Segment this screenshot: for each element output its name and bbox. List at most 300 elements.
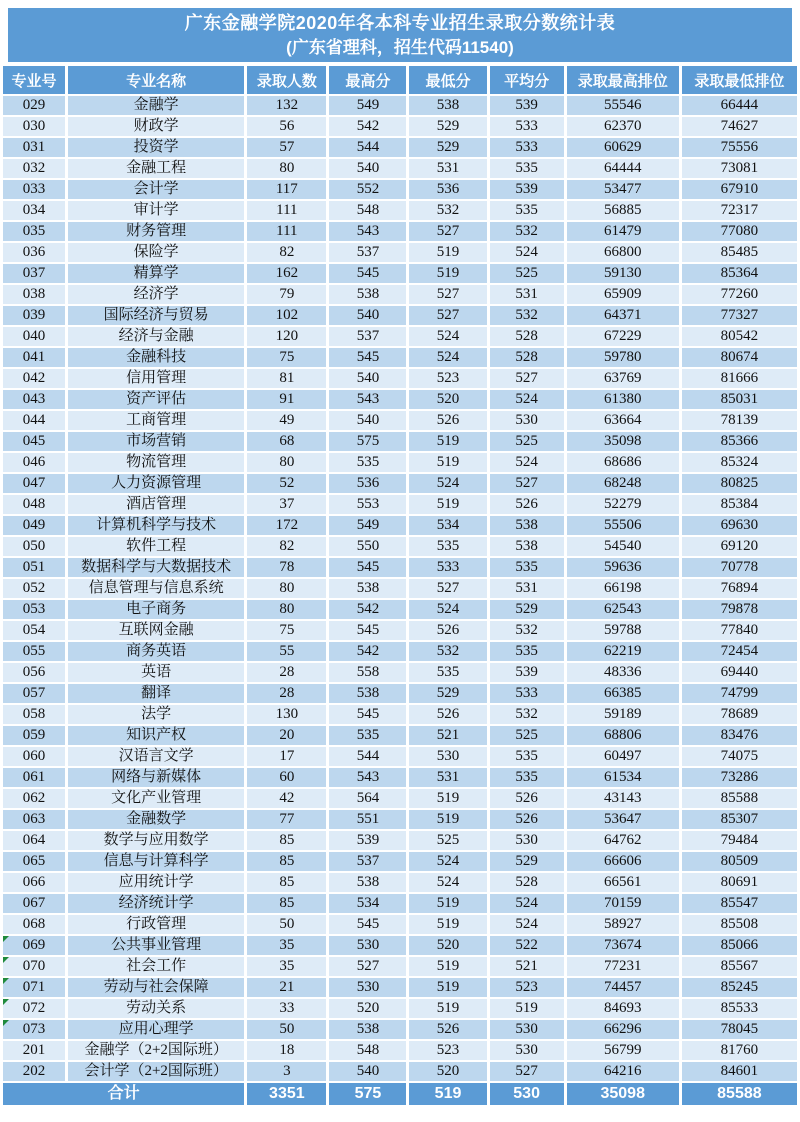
- cell-max-score: 538: [329, 873, 406, 892]
- cell-min-score: 529: [409, 138, 486, 157]
- table-row: [3, 789, 797, 808]
- cell-major-name: 信息与计算科学: [68, 852, 244, 871]
- cell-avg-score: 527: [490, 369, 564, 388]
- cell-min-score: 519: [409, 978, 486, 997]
- cell-avg-score: 532: [490, 705, 564, 724]
- cell-major-code: 051: [3, 558, 65, 577]
- table-row: [3, 432, 797, 451]
- cell-major-name: 国际经济与贸易: [68, 306, 244, 325]
- cell-admitted-count: 28: [247, 684, 326, 703]
- cell-lowest-rank: 85384: [682, 495, 797, 514]
- col-header-max-score: 最高分: [329, 66, 406, 94]
- cell-lowest-rank: 81666: [682, 369, 797, 388]
- cell-major-name: 行政管理: [68, 915, 244, 934]
- cell-admitted-count: 81: [247, 369, 326, 388]
- cell-admitted-count: 80: [247, 159, 326, 178]
- cell-highest-rank: 74457: [567, 978, 679, 997]
- cell-min-score: 531: [409, 768, 486, 787]
- cell-lowest-rank: 85547: [682, 894, 797, 913]
- cell-highest-rank: 59636: [567, 558, 679, 577]
- col-header-lowest-rank: 录取最低排位: [682, 66, 797, 94]
- cell-avg-score: 535: [490, 159, 564, 178]
- cell-admitted-count: 68: [247, 432, 326, 451]
- cell-major-code: 071: [3, 978, 65, 997]
- cell-highest-rank: 64216: [567, 1062, 679, 1081]
- cell-admitted-count: 82: [247, 243, 326, 262]
- table-row: [3, 873, 797, 892]
- cell-min-score: 536: [409, 180, 486, 199]
- cell-avg-score: 530: [490, 1020, 564, 1039]
- total-min-score: 519: [409, 1083, 486, 1105]
- cell-max-score: 537: [329, 852, 406, 871]
- table-row: [3, 264, 797, 283]
- cell-major-name: 金融科技: [68, 348, 244, 367]
- col-header-major-name: 专业名称: [68, 66, 244, 94]
- cell-avg-score: 524: [490, 390, 564, 409]
- cell-max-score: 543: [329, 390, 406, 409]
- cell-lowest-rank: 75556: [682, 138, 797, 157]
- col-header-avg-score: 平均分: [490, 66, 564, 94]
- cell-avg-score: 539: [490, 663, 564, 682]
- cell-lowest-rank: 77327: [682, 306, 797, 325]
- cell-lowest-rank: 85588: [682, 789, 797, 808]
- table-row: [3, 516, 797, 535]
- cell-major-name: 经济与金融: [68, 327, 244, 346]
- cell-avg-score: 531: [490, 579, 564, 598]
- table-row: [3, 348, 797, 367]
- cell-highest-rank: 58927: [567, 915, 679, 934]
- cell-lowest-rank: 80674: [682, 348, 797, 367]
- table-row: [3, 747, 797, 766]
- table-row: [3, 978, 797, 997]
- col-header-highest-rank: 录取最高排位: [567, 66, 679, 94]
- cell-lowest-rank: 74627: [682, 117, 797, 136]
- cell-lowest-rank: 67910: [682, 180, 797, 199]
- cell-major-code: 066: [3, 873, 65, 892]
- cell-admitted-count: 162: [247, 264, 326, 283]
- cell-min-score: 524: [409, 852, 486, 871]
- cell-highest-rank: 60629: [567, 138, 679, 157]
- cell-major-code: 055: [3, 642, 65, 661]
- cell-major-name: 网络与新媒体: [68, 768, 244, 787]
- total-avg-score: 530: [490, 1083, 564, 1105]
- cell-highest-rank: 53647: [567, 810, 679, 829]
- cell-major-name: 财政学: [68, 117, 244, 136]
- cell-admitted-count: 33: [247, 999, 326, 1018]
- cell-max-score: 549: [329, 516, 406, 535]
- cell-max-score: 548: [329, 1041, 406, 1060]
- cell-avg-score: 530: [490, 411, 564, 430]
- cell-avg-score: 535: [490, 642, 564, 661]
- cell-major-name: 信息管理与信息系统: [68, 579, 244, 598]
- table-row: [3, 201, 797, 220]
- cell-lowest-rank: 69120: [682, 537, 797, 556]
- cell-max-score: 575: [329, 432, 406, 451]
- cell-lowest-rank: 78045: [682, 1020, 797, 1039]
- cell-avg-score: 535: [490, 201, 564, 220]
- cell-min-score: 526: [409, 411, 486, 430]
- table-row: [3, 180, 797, 199]
- cell-avg-score: 535: [490, 768, 564, 787]
- cell-major-code: 038: [3, 285, 65, 304]
- cell-major-name: 英语: [68, 663, 244, 682]
- cell-avg-score: 533: [490, 117, 564, 136]
- cell-avg-score: 521: [490, 957, 564, 976]
- cell-avg-score: 524: [490, 453, 564, 472]
- table-row: [3, 537, 797, 556]
- cell-min-score: 524: [409, 873, 486, 892]
- cell-highest-rank: 56799: [567, 1041, 679, 1060]
- cell-min-score: 535: [409, 663, 486, 682]
- table-row: [3, 222, 797, 241]
- cell-major-code: 067: [3, 894, 65, 913]
- cell-max-score: 538: [329, 579, 406, 598]
- cell-lowest-rank: 77840: [682, 621, 797, 640]
- cell-highest-rank: 59130: [567, 264, 679, 283]
- cell-highest-rank: 64371: [567, 306, 679, 325]
- cell-admitted-count: 75: [247, 621, 326, 640]
- table-row: [3, 684, 797, 703]
- table-row: [3, 1062, 797, 1081]
- cell-avg-score: 532: [490, 306, 564, 325]
- cell-avg-score: 532: [490, 222, 564, 241]
- cell-max-score: 540: [329, 306, 406, 325]
- cell-highest-rank: 59780: [567, 348, 679, 367]
- cell-admitted-count: 50: [247, 1020, 326, 1039]
- cell-admitted-count: 49: [247, 411, 326, 430]
- cell-major-name: 金融学: [68, 96, 244, 115]
- cell-major-code: 049: [3, 516, 65, 535]
- cell-min-score: 532: [409, 642, 486, 661]
- cell-max-score: 520: [329, 999, 406, 1018]
- cell-major-code: 045: [3, 432, 65, 451]
- cell-highest-rank: 35098: [567, 432, 679, 451]
- cell-major-name: 会计学（2+2国际班）: [68, 1062, 244, 1081]
- cell-major-name: 金融工程: [68, 159, 244, 178]
- cell-max-score: 535: [329, 453, 406, 472]
- cell-max-score: 551: [329, 810, 406, 829]
- cell-major-code: 048: [3, 495, 65, 514]
- cell-min-score: 519: [409, 243, 486, 262]
- table-row: [3, 1041, 797, 1060]
- cell-lowest-rank: 78139: [682, 411, 797, 430]
- cell-major-name: 应用心理学: [68, 1020, 244, 1039]
- cell-major-code: 035: [3, 222, 65, 241]
- cell-max-score: 542: [329, 117, 406, 136]
- cell-admitted-count: 42: [247, 789, 326, 808]
- cell-lowest-rank: 85066: [682, 936, 797, 955]
- cell-major-code: 063: [3, 810, 65, 829]
- cell-major-name: 知识产权: [68, 726, 244, 745]
- cell-major-code: 047: [3, 474, 65, 493]
- cell-min-score: 519: [409, 495, 486, 514]
- cell-lowest-rank: 79878: [682, 600, 797, 619]
- table-row: [3, 96, 797, 115]
- cell-admitted-count: 57: [247, 138, 326, 157]
- cell-major-name: 金融数学: [68, 810, 244, 829]
- cell-max-score: 550: [329, 537, 406, 556]
- cell-lowest-rank: 85366: [682, 432, 797, 451]
- cell-max-score: 527: [329, 957, 406, 976]
- cell-major-code: 053: [3, 600, 65, 619]
- cell-admitted-count: 111: [247, 222, 326, 241]
- cell-admitted-count: 80: [247, 579, 326, 598]
- cell-major-code: 052: [3, 579, 65, 598]
- cell-major-name: 投资学: [68, 138, 244, 157]
- table-row: [3, 999, 797, 1018]
- cell-highest-rank: 68248: [567, 474, 679, 493]
- table-row: [3, 915, 797, 934]
- cell-min-score: 527: [409, 285, 486, 304]
- cell-max-score: 539: [329, 831, 406, 850]
- table-row: [3, 810, 797, 829]
- cell-min-score: 538: [409, 96, 486, 115]
- table-title-panel: [8, 8, 792, 62]
- cell-min-score: 523: [409, 369, 486, 388]
- cell-min-score: 527: [409, 579, 486, 598]
- cell-highest-rank: 62370: [567, 117, 679, 136]
- cell-lowest-rank: 85567: [682, 957, 797, 976]
- cell-major-code: 032: [3, 159, 65, 178]
- cell-avg-score: 524: [490, 915, 564, 934]
- cell-major-code: 042: [3, 369, 65, 388]
- table-row: [3, 726, 797, 745]
- cell-min-score: 529: [409, 684, 486, 703]
- cell-major-name: 审计学: [68, 201, 244, 220]
- cell-avg-score: 528: [490, 348, 564, 367]
- cell-major-code: 043: [3, 390, 65, 409]
- cell-admitted-count: 20: [247, 726, 326, 745]
- cell-min-score: 532: [409, 201, 486, 220]
- cell-min-score: 519: [409, 894, 486, 913]
- cell-major-name: 金融学（2+2国际班）: [68, 1041, 244, 1060]
- col-header-admitted-count: 录取人数: [247, 66, 326, 94]
- cell-major-name: 经济学: [68, 285, 244, 304]
- cell-highest-rank: 73674: [567, 936, 679, 955]
- cell-avg-score: 530: [490, 1041, 564, 1060]
- cell-lowest-rank: 84601: [682, 1062, 797, 1081]
- cell-major-name: 会计学: [68, 180, 244, 199]
- cell-avg-score: 524: [490, 243, 564, 262]
- cell-avg-score: 533: [490, 684, 564, 703]
- cell-major-name: 公共事业管理: [68, 936, 244, 955]
- table-row: [3, 831, 797, 850]
- cell-major-code: 060: [3, 747, 65, 766]
- cell-max-score: 542: [329, 642, 406, 661]
- cell-avg-score: 531: [490, 285, 564, 304]
- table-row: [3, 579, 797, 598]
- cell-highest-rank: 55506: [567, 516, 679, 535]
- cell-max-score: 535: [329, 726, 406, 745]
- cell-avg-score: 526: [490, 789, 564, 808]
- table-row: [3, 390, 797, 409]
- cell-avg-score: 528: [490, 327, 564, 346]
- table-row: [3, 327, 797, 346]
- cell-admitted-count: 80: [247, 453, 326, 472]
- cell-admitted-count: 78: [247, 558, 326, 577]
- cell-avg-score: 524: [490, 894, 564, 913]
- cell-major-name: 劳动与社会保障: [68, 978, 244, 997]
- cell-major-code: 065: [3, 852, 65, 871]
- table-row: [3, 621, 797, 640]
- cell-max-score: 537: [329, 243, 406, 262]
- cell-min-score: 529: [409, 117, 486, 136]
- cell-highest-rank: 77231: [567, 957, 679, 976]
- table-row: [3, 936, 797, 955]
- cell-lowest-rank: 85508: [682, 915, 797, 934]
- cell-highest-rank: 61534: [567, 768, 679, 787]
- cell-lowest-rank: 85364: [682, 264, 797, 283]
- cell-admitted-count: 28: [247, 663, 326, 682]
- cell-avg-score: 522: [490, 936, 564, 955]
- cell-min-score: 526: [409, 705, 486, 724]
- total-highest-rank: 35098: [567, 1083, 679, 1105]
- cell-highest-rank: 61479: [567, 222, 679, 241]
- cell-admitted-count: 18: [247, 1041, 326, 1060]
- cell-avg-score: 532: [490, 621, 564, 640]
- cell-lowest-rank: 85324: [682, 453, 797, 472]
- cell-avg-score: 529: [490, 852, 564, 871]
- cell-admitted-count: 85: [247, 873, 326, 892]
- cell-min-score: 530: [409, 747, 486, 766]
- cell-admitted-count: 120: [247, 327, 326, 346]
- cell-max-score: 537: [329, 327, 406, 346]
- cell-highest-rank: 66198: [567, 579, 679, 598]
- cell-major-name: 电子商务: [68, 600, 244, 619]
- cell-admitted-count: 37: [247, 495, 326, 514]
- cell-min-score: 523: [409, 1041, 486, 1060]
- cell-admitted-count: 21: [247, 978, 326, 997]
- cell-max-score: 536: [329, 474, 406, 493]
- cell-highest-rank: 68806: [567, 726, 679, 745]
- table-row: [3, 495, 797, 514]
- cell-avg-score: 526: [490, 810, 564, 829]
- cell-major-code: 041: [3, 348, 65, 367]
- cell-admitted-count: 17: [247, 747, 326, 766]
- cell-major-code: 039: [3, 306, 65, 325]
- cell-avg-score: 538: [490, 537, 564, 556]
- cell-major-name: 经济统计学: [68, 894, 244, 913]
- cell-lowest-rank: 79484: [682, 831, 797, 850]
- total-admitted-count: 3351: [247, 1083, 326, 1105]
- cell-major-code: 073: [3, 1020, 65, 1039]
- cell-lowest-rank: 77080: [682, 222, 797, 241]
- cell-lowest-rank: 74075: [682, 747, 797, 766]
- cell-admitted-count: 91: [247, 390, 326, 409]
- cell-major-code: 046: [3, 453, 65, 472]
- table-row: [3, 285, 797, 304]
- cell-admitted-count: 55: [247, 642, 326, 661]
- cell-lowest-rank: 80691: [682, 873, 797, 892]
- cell-avg-score: 523: [490, 978, 564, 997]
- admission-scores-table: [0, 64, 800, 1107]
- cell-admitted-count: 117: [247, 180, 326, 199]
- table-row: [3, 306, 797, 325]
- cell-min-score: 524: [409, 474, 486, 493]
- cell-max-score: 552: [329, 180, 406, 199]
- cell-major-code: 044: [3, 411, 65, 430]
- cell-highest-rank: 62543: [567, 600, 679, 619]
- total-label: 合计: [3, 1083, 244, 1105]
- col-header-min-score: 最低分: [409, 66, 486, 94]
- table-row: [3, 768, 797, 787]
- table-row: [3, 243, 797, 262]
- cell-major-code: 030: [3, 117, 65, 136]
- cell-admitted-count: 3: [247, 1062, 326, 1081]
- cell-admitted-count: 75: [247, 348, 326, 367]
- cell-major-name: 互联网金融: [68, 621, 244, 640]
- cell-avg-score: 525: [490, 726, 564, 745]
- cell-highest-rank: 65909: [567, 285, 679, 304]
- cell-max-score: 542: [329, 600, 406, 619]
- cell-max-score: 538: [329, 1020, 406, 1039]
- cell-highest-rank: 55546: [567, 96, 679, 115]
- cell-lowest-rank: 85307: [682, 810, 797, 829]
- cell-major-name: 精算学: [68, 264, 244, 283]
- cell-highest-rank: 53477: [567, 180, 679, 199]
- total-lowest-rank: 85588: [682, 1083, 797, 1105]
- cell-major-code: 064: [3, 831, 65, 850]
- cell-max-score: 545: [329, 621, 406, 640]
- cell-major-code: 036: [3, 243, 65, 262]
- cell-avg-score: 530: [490, 831, 564, 850]
- cell-max-score: 558: [329, 663, 406, 682]
- cell-major-name: 计算机科学与技术: [68, 516, 244, 535]
- table-row: [3, 894, 797, 913]
- cell-avg-score: 525: [490, 432, 564, 451]
- cell-highest-rank: 43143: [567, 789, 679, 808]
- cell-major-name: 劳动关系: [68, 999, 244, 1018]
- table-row: [3, 558, 797, 577]
- cell-major-name: 工商管理: [68, 411, 244, 430]
- cell-min-score: 527: [409, 306, 486, 325]
- cell-highest-rank: 84693: [567, 999, 679, 1018]
- cell-major-code: 201: [3, 1041, 65, 1060]
- cell-min-score: 526: [409, 621, 486, 640]
- cell-lowest-rank: 85245: [682, 978, 797, 997]
- cell-max-score: 549: [329, 96, 406, 115]
- cell-avg-score: 519: [490, 999, 564, 1018]
- cell-max-score: 553: [329, 495, 406, 514]
- cell-major-name: 资产评估: [68, 390, 244, 409]
- cell-lowest-rank: 80825: [682, 474, 797, 493]
- cell-lowest-rank: 73286: [682, 768, 797, 787]
- cell-highest-rank: 66800: [567, 243, 679, 262]
- cell-max-score: 534: [329, 894, 406, 913]
- cell-major-name: 数学与应用数学: [68, 831, 244, 850]
- table-row: [3, 117, 797, 136]
- cell-min-score: 519: [409, 453, 486, 472]
- cell-admitted-count: 85: [247, 894, 326, 913]
- cell-min-score: 535: [409, 537, 486, 556]
- cell-major-code: 056: [3, 663, 65, 682]
- cell-lowest-rank: 76894: [682, 579, 797, 598]
- header-row: [3, 66, 797, 94]
- cell-highest-rank: 63769: [567, 369, 679, 388]
- cell-admitted-count: 85: [247, 831, 326, 850]
- cell-min-score: 519: [409, 264, 486, 283]
- table-row: [3, 138, 797, 157]
- cell-min-score: 533: [409, 558, 486, 577]
- cell-highest-rank: 64762: [567, 831, 679, 850]
- table-row: [3, 600, 797, 619]
- cell-highest-rank: 61380: [567, 390, 679, 409]
- cell-min-score: 520: [409, 936, 486, 955]
- cell-min-score: 534: [409, 516, 486, 535]
- cell-lowest-rank: 85485: [682, 243, 797, 262]
- table-title: 广东金融学院2020年各本科专业招生录取分数统计表: [184, 13, 616, 33]
- cell-lowest-rank: 70778: [682, 558, 797, 577]
